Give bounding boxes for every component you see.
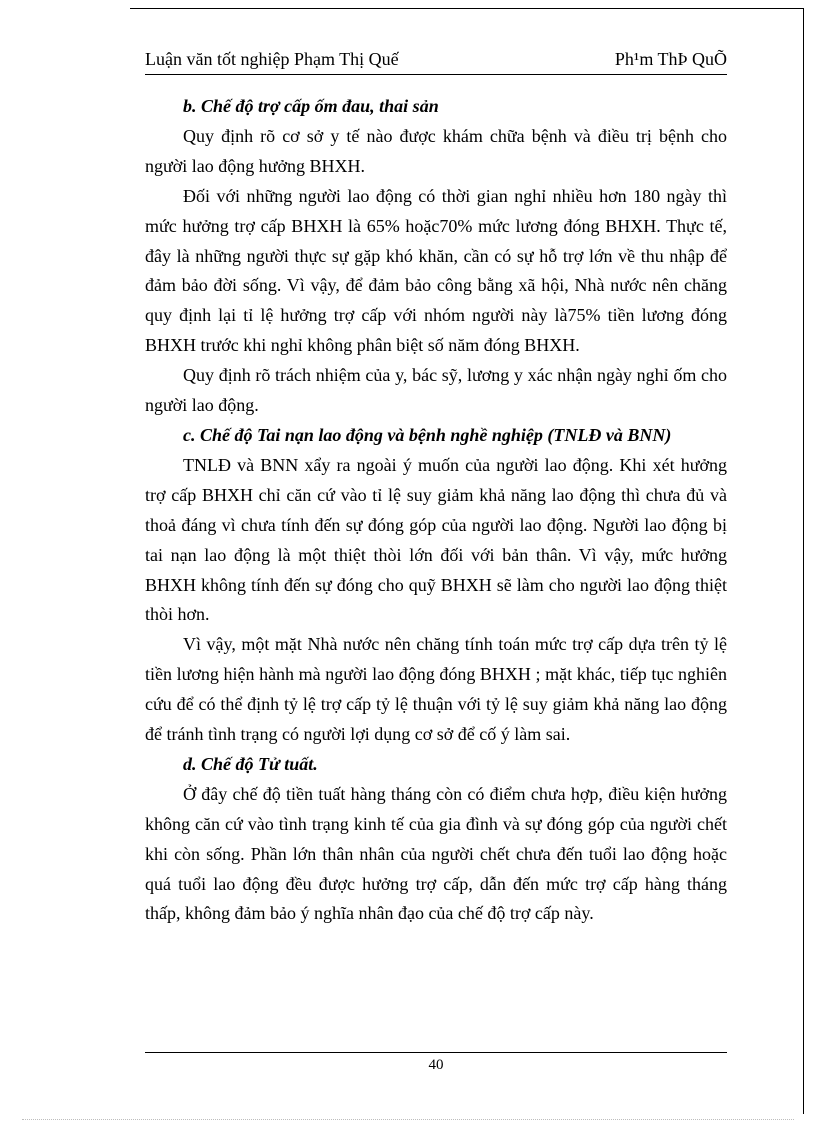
paragraph: Quy định rõ trách nhiệm của y, bác sỹ, lương y xác nhận ngày nghỉ ốm cho người lao động. <box>145 365 727 416</box>
section-heading: d. Chế độ Tử tuất. <box>183 753 318 774</box>
page-number: 40 <box>428 1057 444 1073</box>
section-occupational-accident <box>145 421 727 750</box>
page-footer <box>145 1052 727 1076</box>
paragraph: Vì vậy, một mặt Nhà nước nên chăng tính toán mức trợ cấp dựa trên tỷ lệ tiền lương hiện hành mà người lao động đóng BHXH ; mặt khác, tiếp tục nghiên cứu để có thể định tỷ lệ trợ cấp tỷ lệ thuận với tỷ lệ suy giảm khả năng lao động để tránh tình trạng có người lợi dụng cơ sở để cố ý làm sai. <box>145 634 727 745</box>
page-header <box>145 46 727 75</box>
paragraph: TNLĐ và BNN xẩy ra ngoài ý muốn của người lao động. Khi xét hưởng trợ cấp BHXH chỉ căn cứ vào tỉ lệ suy giảm khả năng lao động thì chưa đủ và thoả đáng vì chưa tính đến sự đóng góp của người lao động. Người lao động bị tai nạn lao động là một thiệt thòi lớn đối với bản thân. Vì vậy, mức hưởng BHXH không tính đến sự đóng cho quỹ BHXH sẽ làm cho người lao động thiệt thòi hơn. <box>145 454 727 625</box>
header-title: Luận văn tốt nghiệp Phạm Thị Quế <box>145 49 399 69</box>
header-author: Ph¹m ThÞ QuÕ <box>614 49 727 69</box>
section-survivorship <box>145 750 727 929</box>
section-sickness-maternity <box>145 92 727 421</box>
paragraph: Ở đây chế độ tiền tuất hàng tháng còn có điểm chưa hợp, điều kiện hưởng không căn cứ vào tình trạng kinh tế của gia đình và sự đóng góp của người chết khi còn sống. Phần lớn thân nhân của người chết chưa đến tuổi lao động hoặc quá tuổi lao động đều được hưởng trợ cấp, dẫn đến mức trợ cấp hàng tháng thấp, không đảm bảo ý nghĩa nhân đạo của chế độ trợ cấp này. <box>145 783 727 924</box>
paragraph: Quy định rõ cơ sở y tế nào được khám chữa bệnh và điều trị bệnh cho người lao động hưởng BHXH. <box>145 125 727 176</box>
section-heading: b. Chế độ trợ cấp ốm đau, thai sản <box>183 96 439 116</box>
paragraph: Đối với những người lao động có thời gian nghỉ nhiều hơn 180 ngày thì mức hưởng trợ cấp BHXH là 65% hoặc70% mức lương đóng BHXH. Thực tế, đây là những người thực sự gặp khó khăn, cần có sự hỗ trợ lớn về thu nhập để đảm bảo đời sống. Vì vậy, để đảm bảo công bằng xã hội, Nhà nước nên chăng quy định lại tỉ lệ hưởng trợ cấp với nhóm người này là75% tiền lương đóng BHXH trước khi nghỉ không phân biệt số năm đóng BHXH. <box>145 185 727 356</box>
document-body <box>145 92 727 929</box>
page-bottom-edge <box>22 1119 794 1120</box>
section-heading: c. Chế độ Tai nạn lao động và bệnh nghề nghiệp (TNLĐ và BNN) <box>183 424 672 445</box>
